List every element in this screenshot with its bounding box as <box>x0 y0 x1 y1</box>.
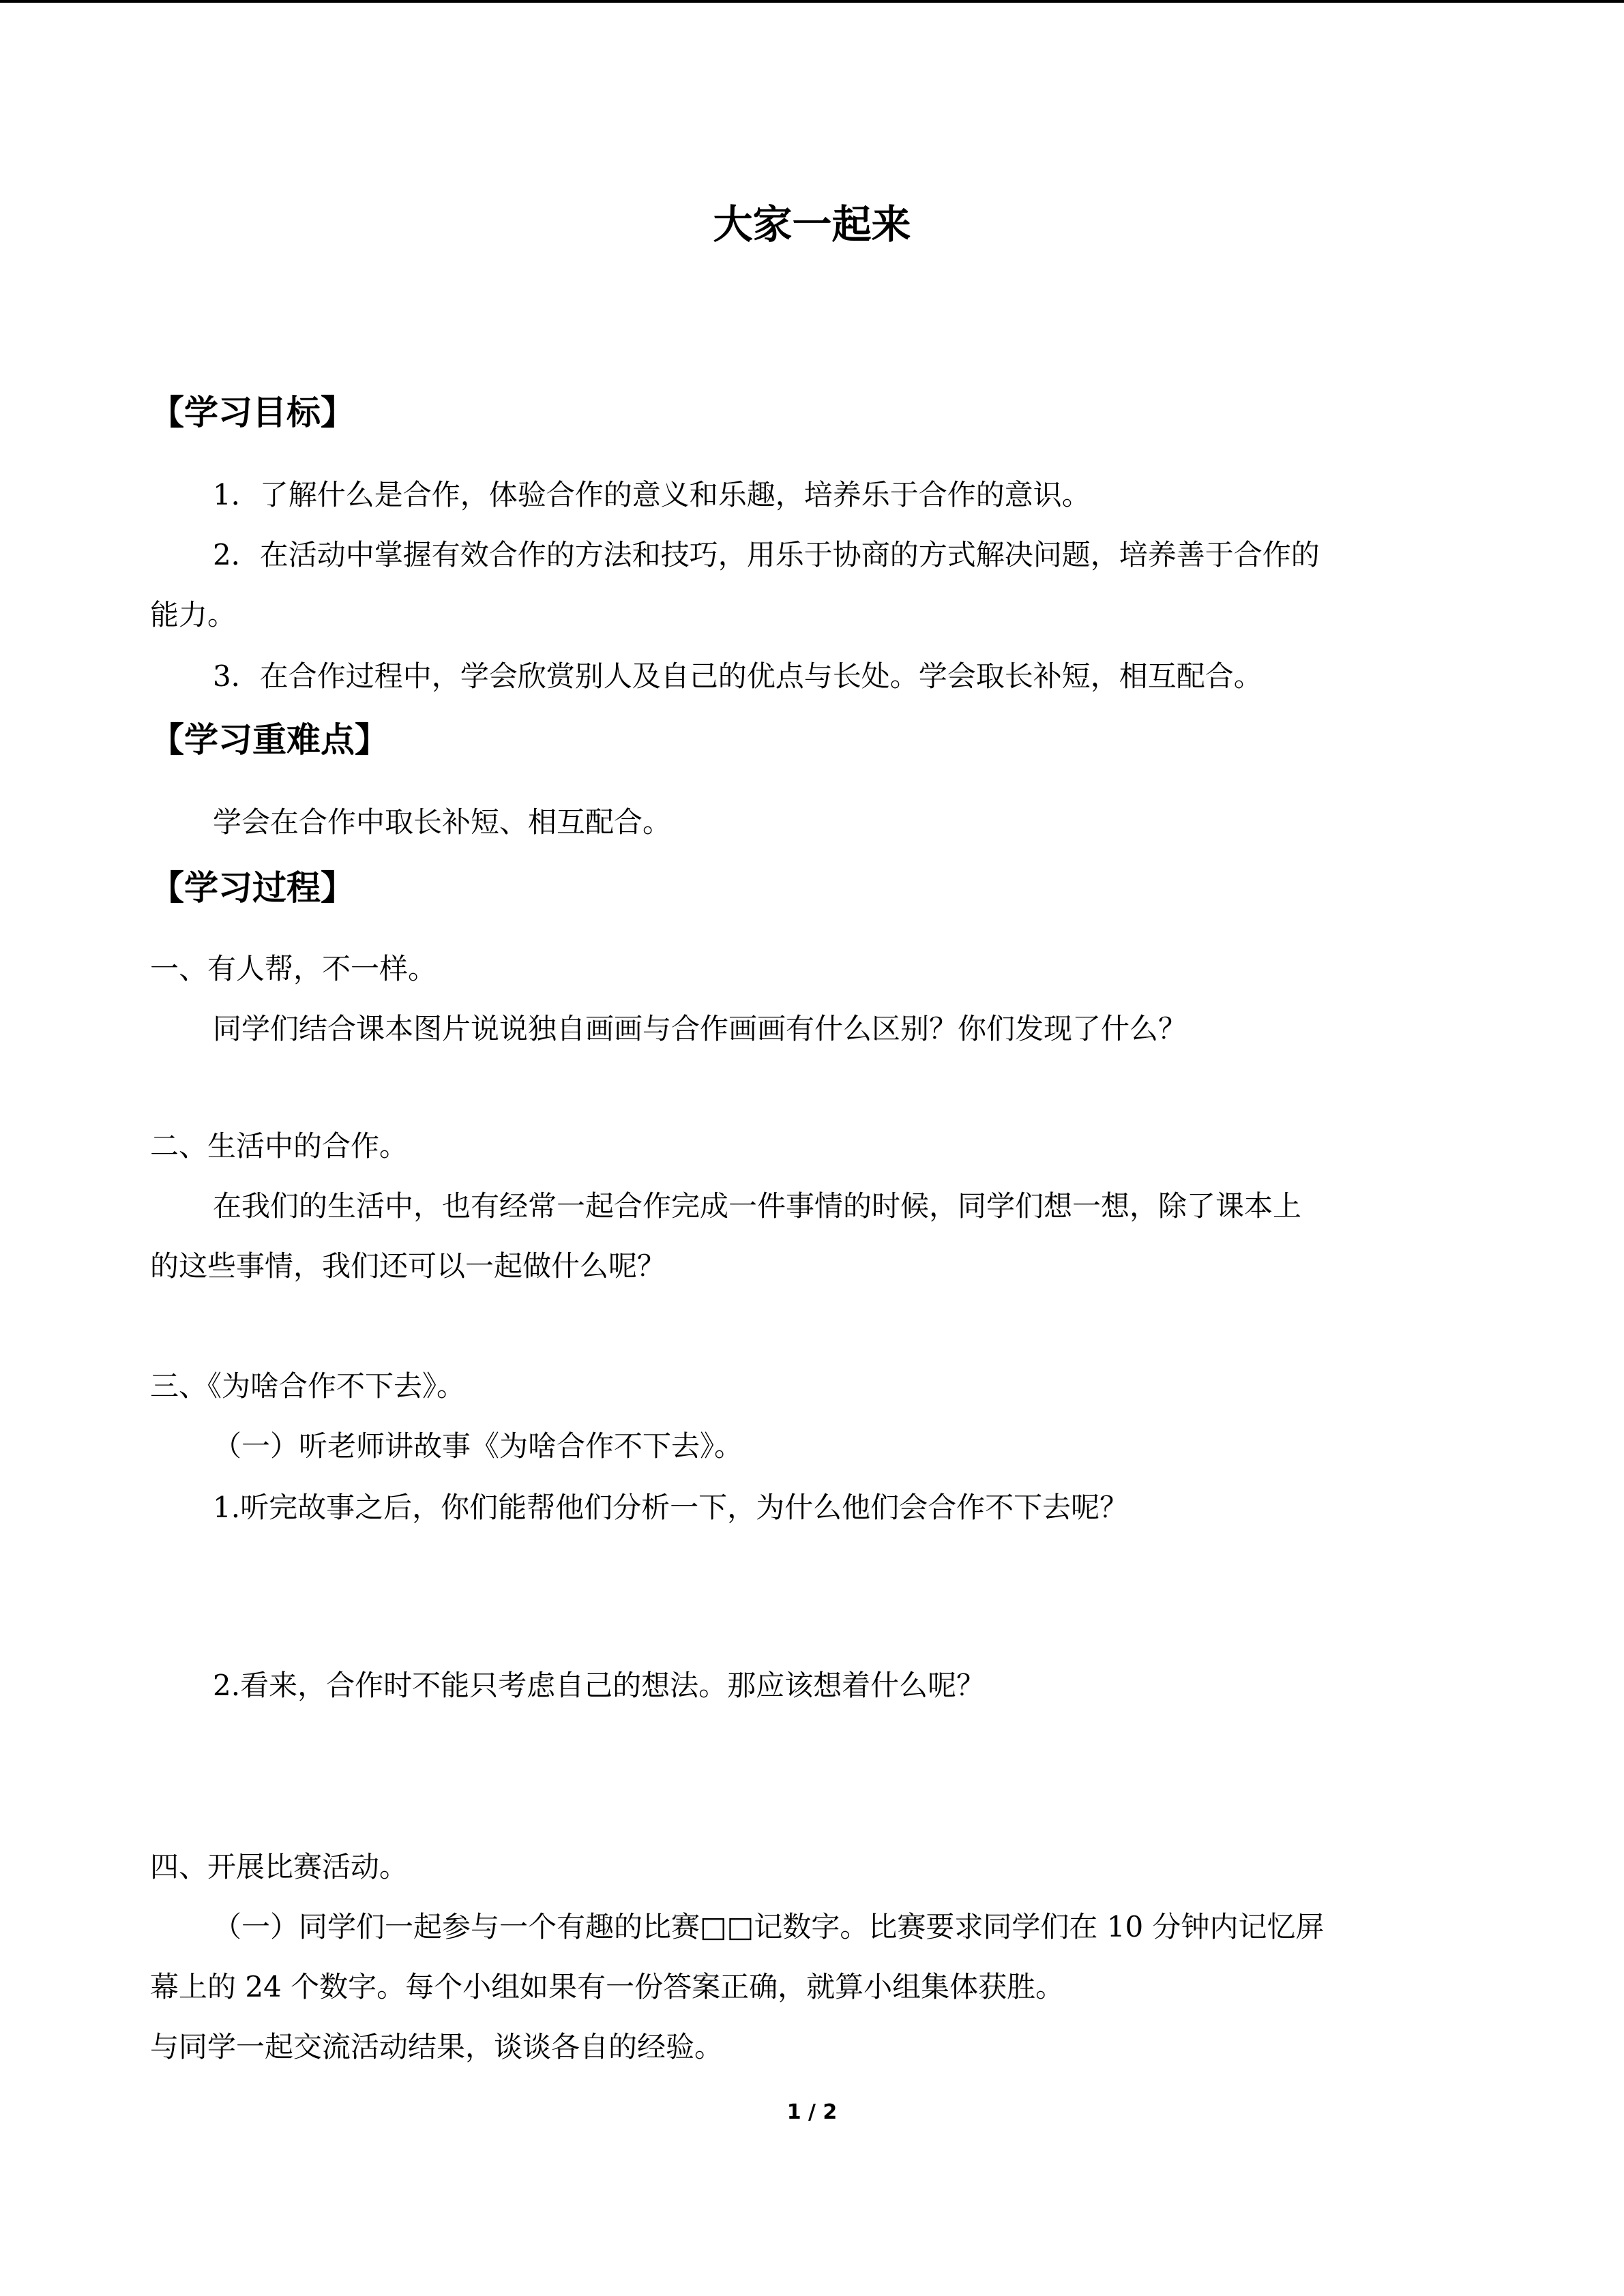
process-part2-title: 二、生活中的合作。 <box>150 1129 409 1163</box>
process-part1-text: 同学们结合课本图片说说独自画画与合作画画有什么区别？你们发现了什么？ <box>213 1012 1187 1045</box>
goal-item-2-continued: 能力。 <box>150 598 237 631</box>
page-indicator: 1 / 2 <box>786 2100 838 2124</box>
process-part1-title: 一、有人帮，不一样。 <box>150 952 437 985</box>
section-heading-key-points: 【学习重难点】 <box>150 720 389 760</box>
process-part4-sub-line2: 幕上的 24 个数字。每个小组如果有一份答案正确，就算小组集体获胜。 <box>150 1970 1065 2003</box>
process-part4-sub-line1: （一）同学们一起参与一个有趣的比赛□□记数字。比赛要求同学们在 10 分钟内记忆屏 <box>213 1910 1325 1943</box>
document-title: 大家一起来 <box>713 201 911 248</box>
process-part2-text-line2: 的这些事情，我们还可以一起做什么呢？ <box>150 1249 666 1283</box>
key-points-text: 学会在合作中取长补短、相互配合。 <box>213 805 672 839</box>
goal-item-2: 2．在活动中掌握有效合作的方法和技巧，用乐于协商的方式解决问题，培养善于合作的 <box>213 538 1320 571</box>
section-heading-process: 【学习过程】 <box>150 868 355 908</box>
process-part3-question-1: 1.听完故事之后，你们能帮他们分析一下，为什么他们会合作不下去呢？ <box>213 1491 1129 1524</box>
goal-item-3: 3．在合作过程中，学会欣赏别人及自己的优点与长处。学会取长补短，相互配合。 <box>213 659 1263 693</box>
process-part3-title: 三、《为啥合作不下去》。 <box>150 1369 466 1403</box>
process-part4-text: 与同学一起交流活动结果，谈谈各自的经验。 <box>150 2030 724 2063</box>
process-part4-title: 四、开展比赛活动。 <box>150 1850 409 1883</box>
top-border-line <box>0 0 1624 3</box>
section-heading-goals: 【学习目标】 <box>150 393 355 432</box>
process-part3-question-2: 2.看来，合作时不能只考虑自己的想法。那应该想着什么呢？ <box>213 1669 986 1702</box>
goal-item-1: 1．了解什么是合作，体验合作的意义和乐趣，培养乐于合作的意识。 <box>213 478 1091 511</box>
process-part3-sub: （一）听老师讲故事《为啥合作不下去》。 <box>213 1429 743 1463</box>
process-part2-text-line1: 在我们的生活中，也有经常一起合作完成一件事情的时候，同学们想一想，除了课本上 <box>213 1189 1302 1223</box>
